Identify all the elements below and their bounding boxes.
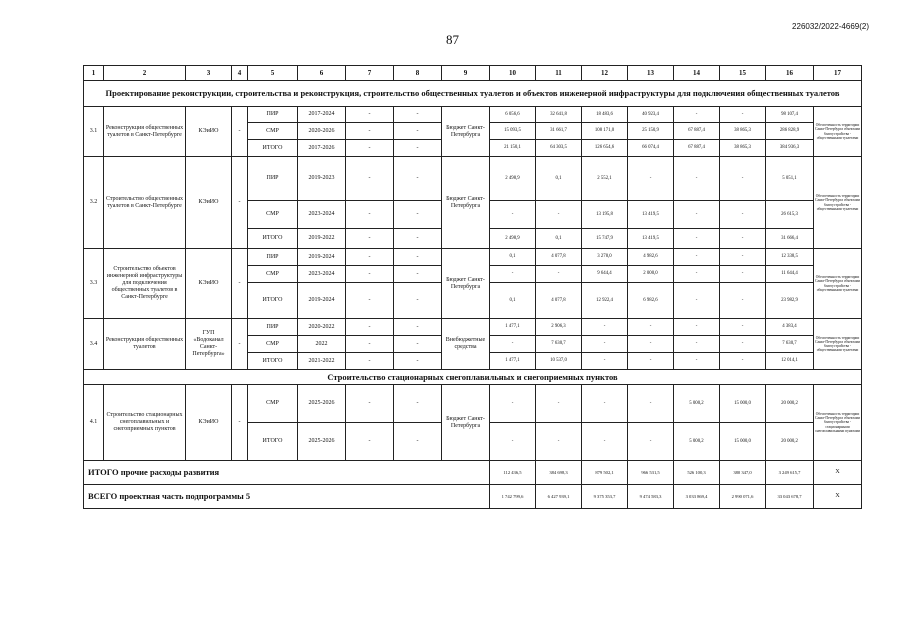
cell: -	[394, 229, 442, 249]
value-cell: 13 419,5	[628, 229, 674, 249]
cell: -	[394, 385, 442, 423]
cell: -	[346, 319, 394, 336]
indicator-note: Обеспеченность территории Санкт-Петербурга объектами благоустройства - общественными туалетами	[814, 319, 862, 370]
table-row	[84, 319, 862, 336]
value-cell: -	[490, 336, 536, 353]
value-cell: -	[536, 201, 582, 229]
work-type: СМР	[248, 201, 298, 229]
cell: -	[346, 385, 394, 423]
item-name: Строительство объектов инженерной инфраструктуры для подключения общественных туалетов в Санкт-Петербурге	[104, 249, 186, 319]
value-cell: 15 000,0	[720, 423, 766, 461]
cell: -	[394, 107, 442, 123]
item-name: Реконструкция общественных туалетов в Санкт-Петербурге	[104, 107, 186, 157]
responsible-org: ГУП «Водоканал Санкт-Петербурга»	[186, 319, 232, 370]
work-type: ПИР	[248, 319, 298, 336]
value-cell: -	[720, 266, 766, 283]
value-cell: 11 644,4	[766, 266, 814, 283]
cell: -	[394, 249, 442, 266]
value-cell: 1 477,1	[490, 353, 536, 370]
total-value: 6 427 939,1	[536, 485, 582, 509]
value-cell: 2 552,1	[582, 157, 628, 201]
funding-source: Бюджет Санкт-Петербурга	[442, 385, 490, 461]
value-cell: 23 982,9	[766, 283, 814, 319]
row-number: 3.4	[84, 319, 104, 370]
value-cell: 5 000,2	[674, 423, 720, 461]
total-row	[84, 485, 862, 509]
cell: -	[394, 283, 442, 319]
total-value: 2 990 071,6	[720, 485, 766, 509]
value-cell: -	[628, 353, 674, 370]
years: 2019-2024	[298, 249, 346, 266]
total-value: 9 375 353,7	[582, 485, 628, 509]
total-value: 1 742 799,6	[490, 485, 536, 509]
col-header: 15	[720, 66, 766, 81]
item-name: Строительство общественных туалетов в Санкт-Петербурге	[104, 157, 186, 249]
indicator-note: Обеспеченность территории Санкт-Петербурга объектами благоустройства - общественными туалетами	[814, 107, 862, 157]
value-cell: -	[628, 319, 674, 336]
work-type: ПИР	[248, 107, 298, 123]
work-type: ПИР	[248, 157, 298, 201]
value-cell: 67 887,4	[674, 140, 720, 157]
years: 2025-2026	[298, 385, 346, 423]
value-cell: 66 074,4	[628, 140, 674, 157]
table-row	[84, 249, 862, 266]
work-type: СМР	[248, 385, 298, 423]
row-number: 3.2	[84, 157, 104, 249]
value-cell: -	[674, 249, 720, 266]
col-header: 12	[582, 66, 628, 81]
column-header-row	[84, 66, 862, 81]
col-header: 7	[346, 66, 394, 81]
cell: -	[394, 319, 442, 336]
value-cell: -	[674, 229, 720, 249]
value-cell: 126 654,6	[582, 140, 628, 157]
value-cell: 98 107,4	[766, 107, 814, 123]
responsible-org: КЭиИО	[186, 249, 232, 319]
value-cell: 26 615,3	[766, 201, 814, 229]
value-cell: -	[720, 249, 766, 266]
value-cell: -	[582, 319, 628, 336]
value-cell: -	[536, 266, 582, 283]
value-cell: 15 093,5	[490, 123, 536, 140]
value-cell: 7 630,7	[766, 336, 814, 353]
cell: -	[346, 353, 394, 370]
value-cell: -	[674, 201, 720, 229]
value-cell: 18 483,6	[582, 107, 628, 123]
value-cell: -	[674, 336, 720, 353]
value-cell: 20 000,2	[766, 385, 814, 423]
value-cell: 2 498,9	[490, 229, 536, 249]
page-number: 87	[446, 32, 459, 47]
total-value: 112 436,5	[490, 461, 536, 485]
value-cell: 0,1	[490, 249, 536, 266]
funding-source: Бюджет Санкт-Петербурга	[442, 157, 490, 249]
col-header: 1	[84, 66, 104, 81]
col-header: 9	[442, 66, 490, 81]
value-cell: 6 982,6	[628, 283, 674, 319]
col-header: 11	[536, 66, 582, 81]
col-header: 6	[298, 66, 346, 81]
total-value: 33 043 678,7	[766, 485, 814, 509]
value-cell: 15 000,0	[720, 385, 766, 423]
work-type: ИТОГО	[248, 423, 298, 461]
years: 2020-2022	[298, 319, 346, 336]
value-cell: -	[674, 266, 720, 283]
value-cell: 5 000,2	[674, 385, 720, 423]
value-cell: 3 278,0	[582, 249, 628, 266]
years: 2017-2026	[298, 140, 346, 157]
total-x: X	[814, 461, 862, 485]
value-cell: -	[674, 157, 720, 201]
col-header: 14	[674, 66, 720, 81]
value-cell: -	[628, 423, 674, 461]
value-cell: -	[674, 353, 720, 370]
value-cell: 2 906,3	[536, 319, 582, 336]
cell: -	[394, 157, 442, 201]
value-cell: 1 477,1	[490, 319, 536, 336]
cell: -	[394, 353, 442, 370]
value-cell: 4 077,8	[536, 249, 582, 266]
value-cell: -	[674, 107, 720, 123]
years: 2023-2024	[298, 201, 346, 229]
value-cell: -	[720, 353, 766, 370]
cell: -	[346, 201, 394, 229]
col-header: 2	[104, 66, 186, 81]
years: 2020-2026	[298, 123, 346, 140]
cell: -	[346, 423, 394, 461]
value-cell: 13 195,8	[582, 201, 628, 229]
col-header: 16	[766, 66, 814, 81]
table-row	[84, 107, 862, 123]
value-cell: -	[720, 107, 766, 123]
work-type: ИТОГО	[248, 140, 298, 157]
value-cell: 21 150,1	[490, 140, 536, 157]
cell: -	[394, 201, 442, 229]
value-cell: -	[720, 201, 766, 229]
value-cell: -	[628, 336, 674, 353]
value-cell: 286 828,9	[766, 123, 814, 140]
value-cell: 0,1	[536, 157, 582, 201]
years: 2021-2022	[298, 353, 346, 370]
work-type: ИТОГО	[248, 283, 298, 319]
cell: -	[346, 249, 394, 266]
value-cell: 12 014,1	[766, 353, 814, 370]
section-row	[84, 81, 862, 107]
funding-source: Бюджет Санкт-Петербурга	[442, 107, 490, 157]
cell: -	[346, 123, 394, 140]
cell: -	[346, 229, 394, 249]
col-header: 8	[394, 66, 442, 81]
responsible-org: КЭиИО	[186, 385, 232, 461]
value-cell: 4 077,8	[536, 283, 582, 319]
value-cell: -	[674, 283, 720, 319]
work-type: ИТОГО	[248, 353, 298, 370]
value-cell: 40 923,4	[628, 107, 674, 123]
indicator-note: Обеспеченность территории Санкт-Петербурга объектами благоустройства - общественными туалетами	[814, 157, 862, 249]
budget-table	[83, 65, 862, 509]
value-cell: -	[582, 353, 628, 370]
cell: -	[232, 319, 248, 370]
item-name: Реконструкция общественных туалетов	[104, 319, 186, 370]
responsible-org: КЭиИО	[186, 107, 232, 157]
value-cell: 2 498,9	[490, 157, 536, 201]
value-cell: 9 644,4	[582, 266, 628, 283]
value-cell: -	[490, 266, 536, 283]
value-cell: -	[536, 385, 582, 423]
work-type: СМР	[248, 123, 298, 140]
table-row	[84, 385, 862, 423]
value-cell: 4 383,4	[766, 319, 814, 336]
years: 2017-2024	[298, 107, 346, 123]
value-cell: 2 000,0	[628, 266, 674, 283]
value-cell: 0,1	[490, 283, 536, 319]
years: 2019-2023	[298, 157, 346, 201]
total-value: 3 249 615,7	[766, 461, 814, 485]
value-cell: 15 747,9	[582, 229, 628, 249]
total-value: 384 698,3	[536, 461, 582, 485]
work-type: ПИР	[248, 249, 298, 266]
value-cell: -	[490, 385, 536, 423]
col-header: 13	[628, 66, 674, 81]
value-cell: -	[720, 319, 766, 336]
cell: -	[394, 123, 442, 140]
value-cell: -	[490, 201, 536, 229]
total-value: 966 531,5	[628, 461, 674, 485]
cell: -	[232, 385, 248, 461]
grand-total-label: ВСЕГО проектная часть подпрограммы 5	[84, 485, 490, 509]
value-cell: -	[720, 336, 766, 353]
value-cell: 20 000,2	[766, 423, 814, 461]
value-cell: 31 661,7	[536, 123, 582, 140]
section-title: Проектирование реконструкции, строительства и реконструкция, строительство общественных туалетов и объектов инженерной инфраструктуры для подключения общественных туалетов	[84, 81, 862, 107]
value-cell: 38 865,3	[720, 123, 766, 140]
value-cell: 6 056,6	[490, 107, 536, 123]
indicator-note: Обеспеченность территории Санкт-Петербурга объектами благоустройства - общественными туалетами	[814, 249, 862, 319]
cell: -	[394, 423, 442, 461]
value-cell: -	[628, 157, 674, 201]
value-cell: 5 051,1	[766, 157, 814, 201]
value-cell: 38 865,3	[720, 140, 766, 157]
years: 2023-2024	[298, 266, 346, 283]
value-cell: -	[536, 423, 582, 461]
section-row	[84, 370, 862, 385]
value-cell: -	[720, 229, 766, 249]
total-value: 9 474 583,3	[628, 485, 674, 509]
years: 2019-2024	[298, 283, 346, 319]
row-number: 4.1	[84, 385, 104, 461]
table-row	[84, 157, 862, 201]
cell: -	[394, 336, 442, 353]
cell: -	[232, 249, 248, 319]
value-cell: 108 171,0	[582, 123, 628, 140]
value-cell: 12 338,5	[766, 249, 814, 266]
cell: -	[346, 336, 394, 353]
value-cell: -	[582, 336, 628, 353]
value-cell: 10 537,0	[536, 353, 582, 370]
cell: -	[394, 266, 442, 283]
cell: -	[346, 140, 394, 157]
funding-source: Внебюджетные средства	[442, 319, 490, 370]
cell: -	[346, 157, 394, 201]
years: 2019-2022	[298, 229, 346, 249]
funding-source: Бюджет Санкт-Петербурга	[442, 249, 490, 319]
indicator-note: Обеспеченность территории Санкт-Петербурга объектами благоустройства - стационарными снегоплавильными пунктами	[814, 385, 862, 461]
total-value: 380 347,0	[720, 461, 766, 485]
document-number: 226032/2022-4669(2)	[792, 22, 869, 31]
value-cell: 32 641,8	[536, 107, 582, 123]
col-header: 5	[248, 66, 298, 81]
value-cell: 12 922,4	[582, 283, 628, 319]
responsible-org: КЭиИО	[186, 157, 232, 249]
years: 2025-2026	[298, 423, 346, 461]
value-cell: 4 982,6	[628, 249, 674, 266]
value-cell: 67 887,4	[674, 123, 720, 140]
work-type: СМР	[248, 336, 298, 353]
total-value: 3 033 869,4	[674, 485, 720, 509]
value-cell: 25 150,9	[628, 123, 674, 140]
col-header: 4	[232, 66, 248, 81]
work-type: СМР	[248, 266, 298, 283]
value-cell: 0,1	[536, 229, 582, 249]
item-name: Строительство стационарных снегоплавильных и снегоприемных пунктов	[104, 385, 186, 461]
work-type: ИТОГО	[248, 229, 298, 249]
cell: -	[232, 157, 248, 249]
cell: -	[232, 107, 248, 157]
cell: -	[346, 107, 394, 123]
value-cell: 7 630,7	[536, 336, 582, 353]
section-title: Строительство стационарных снегоплавильных и снегоприемных пунктов	[84, 370, 862, 385]
row-number: 3.1	[84, 107, 104, 157]
value-cell: -	[720, 157, 766, 201]
value-cell: -	[582, 423, 628, 461]
value-cell: 384 936,3	[766, 140, 814, 157]
value-cell: -	[582, 385, 628, 423]
total-row	[84, 461, 862, 485]
col-header: 3	[186, 66, 232, 81]
total-value: 526 100,3	[674, 461, 720, 485]
value-cell: -	[720, 283, 766, 319]
total-value: 879 502,1	[582, 461, 628, 485]
value-cell: 31 666,4	[766, 229, 814, 249]
years: 2022	[298, 336, 346, 353]
value-cell: 13 419,5	[628, 201, 674, 229]
cell: -	[346, 283, 394, 319]
row-number: 3.3	[84, 249, 104, 319]
value-cell: 64 303,5	[536, 140, 582, 157]
cell: -	[346, 266, 394, 283]
total-x: X	[814, 485, 862, 509]
cell: -	[394, 140, 442, 157]
col-header: 17	[814, 66, 862, 81]
col-header: 10	[490, 66, 536, 81]
value-cell: -	[490, 423, 536, 461]
value-cell: -	[674, 319, 720, 336]
total-label: ИТОГО прочие расходы развития	[84, 461, 490, 485]
value-cell: -	[628, 385, 674, 423]
